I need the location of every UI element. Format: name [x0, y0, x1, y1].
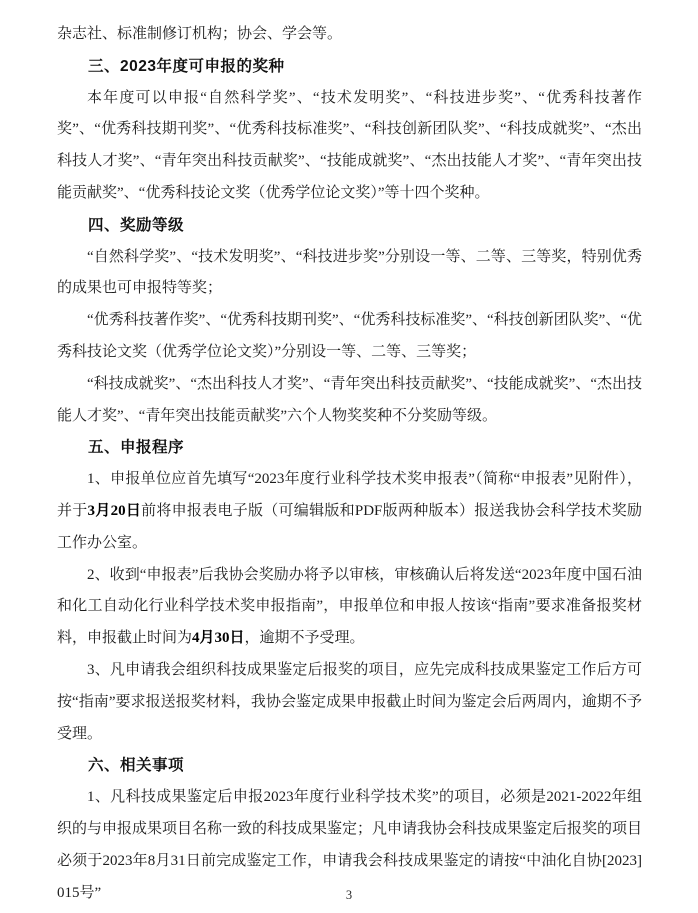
section-heading-application-procedure: 五、申报程序 — [88, 439, 185, 457]
paragraph-continuation: 杂志社、标准制修订机构；协会、学会等。 — [57, 26, 343, 42]
paragraph-procedure-step3: 3、凡申请我会组织科技成果鉴定后报奖的项目，应先完成科技成果鉴定工作后方可按“指南”要求报送报奖材料，我协会鉴定成果申报截止时间为鉴定会后两周内，逾期不予受理。 — [57, 661, 642, 742]
page-number: 3 — [345, 888, 353, 902]
paragraph-grades-person-awards: “科技成就奖”、“杰出科技人才奖”、“青年突出科技贡献奖”、“技能成就奖”、“杰出技能人才奖”、“青年突出技能贡献奖”六个人物奖奖种不分奖励等级。 — [57, 375, 642, 424]
paragraph-grades-science: “自然科学奖”、“技术发明奖”、“科技进步奖”分别设一等、二等、三等奖，特别优秀的成果也可申报特等奖； — [57, 248, 642, 297]
paragraph-procedure-step1: 1、申报单位应首先填写“2023年度行业科学技术奖申报表”（简称“申报表”见附件），并于3月20日前将申报表电子版（可编辑版和PDF版两种版本）报送我协会科学技术奖励工作办公室。 — [57, 471, 642, 551]
paragraph-award-types: 本年度可以申报“自然科学奖”、“技术发明奖”、“科技进步奖”、“优秀科技著作奖”、“优秀科技期刊奖”、“优秀科技标准奖”、“科技创新团队奖”、“科技成就奖”、“杰出科技人才奖”、“青年突出科技贡献奖”、“技能成就奖”、“杰出技能人才奖”、“青年突出技能贡献奖”、“优秀科技论文奖（优秀学位论文奖）”等十四个奖种。 — [57, 89, 642, 201]
section-heading-related-matters: 六、相关事项 — [88, 757, 185, 775]
section-heading-award-grades: 四、奖励等级 — [88, 216, 185, 234]
paragraph-grades-publications: “优秀科技著作奖”、“优秀科技期刊奖”、“优秀科技标准奖”、“科技创新团队奖”、“优秀科技论文奖（优秀学位论文奖）”分别设一等、二等、三等奖； — [57, 312, 642, 360]
document-body — [57, 19, 642, 909]
paragraph-related-matters-item1: 1、凡科技成果鉴定后申报2023年度行业科学技术奖”的项目，必须是2021-2022年组织的与申报成果项目名称一致的科技成果鉴定；凡申请我协会科技成果鉴定后报奖的项目必须于2023年8月31日前完成鉴定工作，申请我会科技成果鉴定的请按“中油化自协[2023]015号” — [57, 789, 643, 901]
paragraph-procedure-step2: 2、收到“申报表”后我协会奖励办将予以审核，审核确认后将发送“2023年度中国石油和化工自动化行业科学技术奖申报指南”，申报单位和申报人按该“指南”要求准备报奖材料，申报截止时间为4月30日，逾期不予受理。 — [57, 566, 642, 647]
section-heading-awards-types: 三、2023年度可申报的奖种 — [88, 57, 285, 75]
